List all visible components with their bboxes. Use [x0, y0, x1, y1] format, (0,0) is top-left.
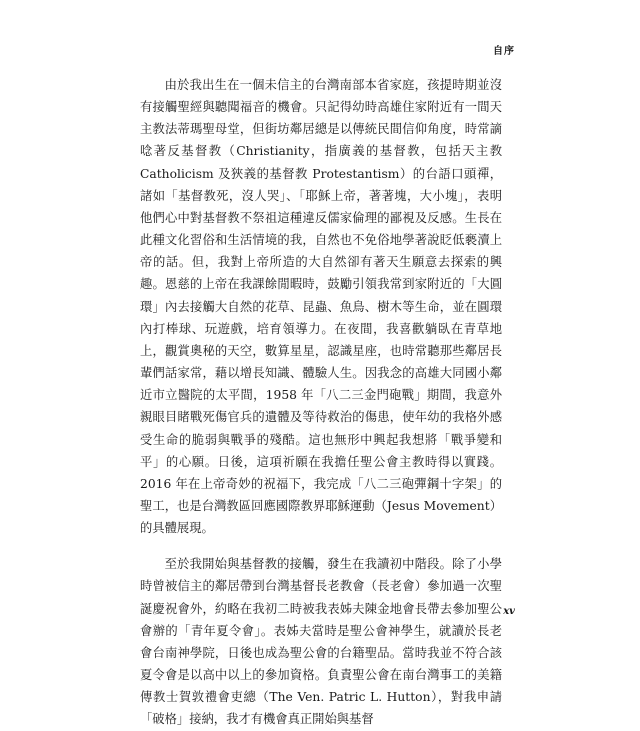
page-number: xv [503, 606, 515, 617]
paragraph-1: 由於我出生在一個未信主的台灣南部本省家庭，孩提時期並沒有接觸聖經與聽聞福音的機會。只記得幼時高雄住家附近有一間天主教法蒂瑪聖母堂，但街坊鄰居總是以傳統民間信仰角度，時常謫唸著反基督教（Christianity，指廣義的基督教，包括天主教 Catholicism 及狹義的基督教 Protestantism）的台語口頭禪，諸如「基督教死，沒人哭」、「耶穌上帝，著著塊，大小塊」，表明他們心中對基督教不祭祖這種違反儒家倫理的鄙視及反感。生長在此種文化習俗和生活情境的我，自然也不免俗地學著說眨低褻瀆上帝的話。但，我對上帝所造的大自然卻有著天生願意去探索的興趣。恩慈的上帝在我課餘閒暇時，鼓勵引領我常到家附近的「大圓環」內去接觸大自然的花草、昆蟲、魚鳥、樹木等生命，並在圓環內打棒球、玩遊戲，培育領導力。在夜間，我喜歡躺臥在青草地上，觀賞奧秘的天空，數算星星，認識星座，也時常聽那些鄰居長輩們話家常，藉以增長知識、體驗人生。因我念的高雄大同國小鄰近市立醫院的太平間，1958 年「八二三金門砲戰」期間，我意外親眼目睹戰死傷官兵的遺體及等待救治的傷患，使年幼的我格外感受生命的脆弱與戰爭的殘酷。這也無形中興起我想將「戰爭變和平」的心願。日後，這項祈願在我擔任聖公會主教時得以實踐。2016 年在上帝奇妙的祝福下，我完成「八二三砲彈鋼十字架」的聖工，也是台灣教區回應國際教界耶穌運動（Jesus Movement）的具體展現。 [140, 78, 502, 536]
paragraph-2: 至於我開始與基督教的接觸，發生在我讀初中階段。除了小學時曾被信主的鄰居帶到台灣基督長老教會（長老會）參加過一次聖誕慶祝會外，約略在我初二時被我表姊夫陳金地會長帶去參加聖公會辦的「青年夏令會」。表姊夫當時是聖公會神學生，就讀於長老會台南神學院，日後也成為聖公會的台籍聖品。當時我並不符合該夏令會是以高中以上的參加資格。負責聖公會在南台灣事工的美籍傳教士賀敦禮會吏總（The Ven. Patric L. Hutton），對我申請「破格」接納，我才有機會真正開始與基督 [140, 557, 502, 727]
body-text [140, 74, 502, 731]
running-header: 自序 [493, 46, 515, 57]
